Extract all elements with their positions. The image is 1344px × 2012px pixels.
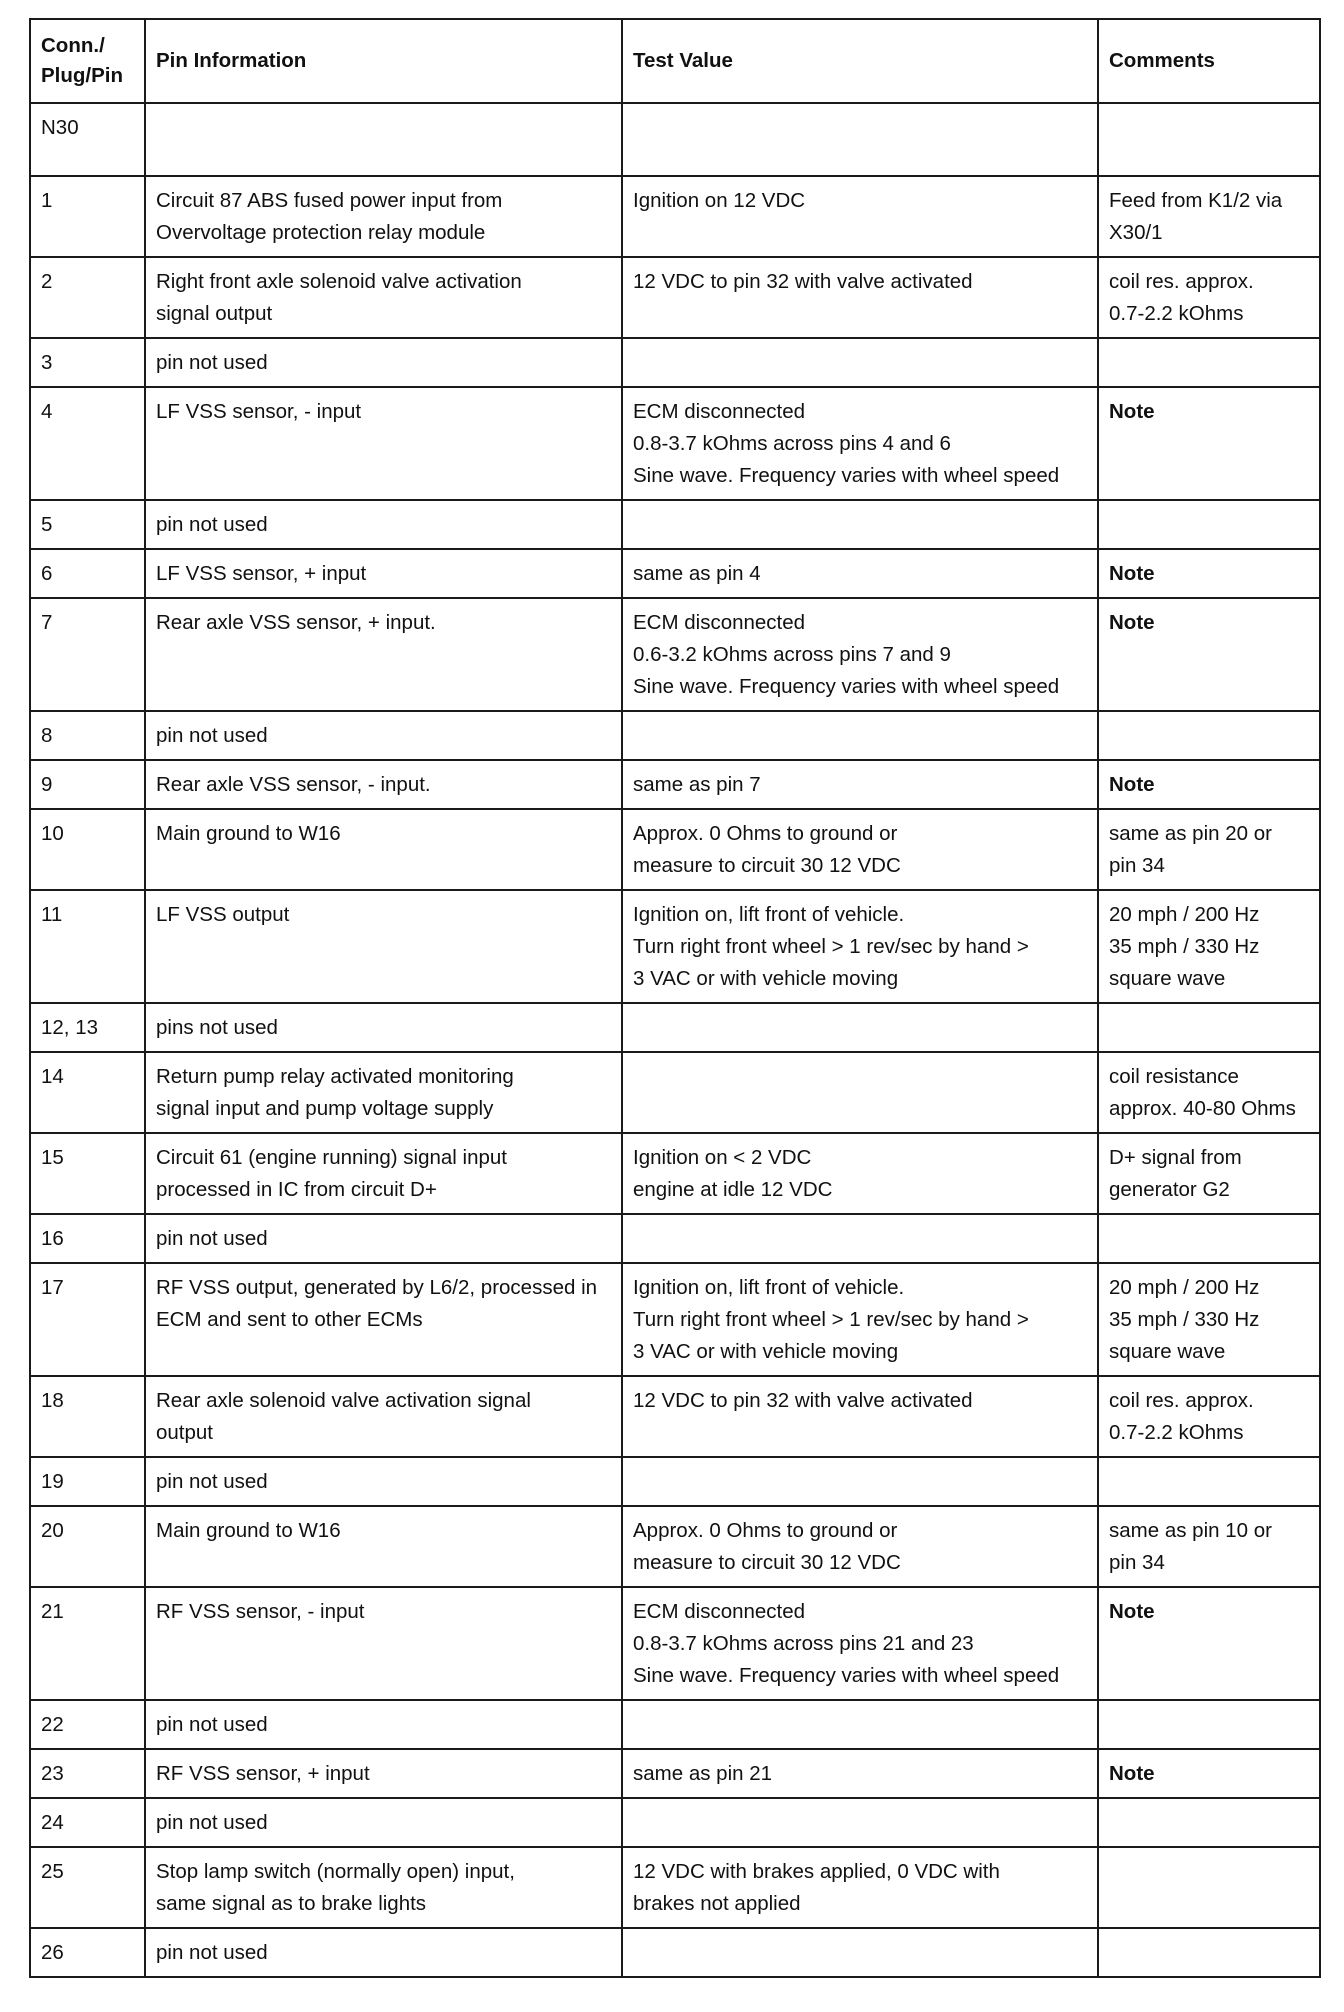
pin-information-line: LF VSS output (156, 903, 290, 926)
comments-line: 20 mph / 200 Hz (1109, 903, 1260, 926)
pin-information-line: LF VSS sensor, - input (156, 400, 362, 423)
pin-information-cell (145, 500, 622, 549)
pin-information-cell (145, 1798, 622, 1847)
test-value-line: brakes not applied (633, 1892, 801, 1915)
pin-information-cell (145, 1376, 622, 1457)
comments-line: Note (1109, 611, 1155, 634)
pin-cell: 5 (30, 500, 145, 549)
pin-cell: 1 (30, 176, 145, 257)
table-body (30, 103, 1320, 1977)
header-conn-line-1: Conn./ (41, 34, 105, 57)
comments-line: Note (1109, 1600, 1155, 1623)
pin-information-cell (145, 1457, 622, 1506)
pin-cell: 25 (30, 1847, 145, 1928)
test-value-line: measure to circuit 30 12 VDC (633, 854, 901, 877)
test-value-cell (622, 1700, 1098, 1749)
pin-information-line: signal input and pump voltage supply (156, 1097, 494, 1120)
test-value-line: 12 VDC to pin 32 with valve activated (633, 1389, 973, 1412)
table-row (30, 1052, 1320, 1133)
comments-line: square wave (1109, 967, 1226, 990)
test-value-line: ECM disconnected (633, 1600, 806, 1623)
table-row (30, 711, 1320, 760)
pin-information-line: Circuit 87 ABS fused power input from (156, 189, 503, 212)
test-value-line: engine at idle 12 VDC (633, 1178, 833, 1201)
pin-cell: 26 (30, 1928, 145, 1977)
comments-cell (1098, 1133, 1320, 1214)
test-value-line: ECM disconnected (633, 611, 806, 634)
test-value-line: ECM disconnected (633, 400, 806, 423)
pin-information-line: same signal as to brake lights (156, 1892, 427, 1915)
pin-information-cell (145, 1133, 622, 1214)
table-row (30, 549, 1320, 598)
pin-cell: 7 (30, 598, 145, 711)
test-value-cell (622, 549, 1098, 598)
test-value-cell (622, 103, 1098, 176)
pin-cell: 12, 13 (30, 1003, 145, 1052)
pin-cell: 16 (30, 1214, 145, 1263)
comments-line: coil res. approx. (1109, 270, 1254, 293)
comments-cell (1098, 1749, 1320, 1798)
pin-information-cell (145, 257, 622, 338)
comments-cell (1098, 1700, 1320, 1749)
table-row (30, 1214, 1320, 1263)
pin-cell: 18 (30, 1376, 145, 1457)
comments-line: Note (1109, 1762, 1155, 1785)
comments-line: generator G2 (1109, 1178, 1230, 1201)
pin-information-line: output (156, 1421, 213, 1444)
comments-cell (1098, 1003, 1320, 1052)
pin-cell: 2 (30, 257, 145, 338)
pin-information-line: pin not used (156, 1811, 268, 1834)
test-value-cell (622, 1376, 1098, 1457)
header-conn-line-2: Plug/Pin (41, 64, 123, 87)
test-value-cell (622, 1749, 1098, 1798)
test-value-line: Approx. 0 Ohms to ground or (633, 1519, 898, 1542)
test-value-line: Sine wave. Frequency varies with wheel speed (633, 1664, 1060, 1687)
pin-information-cell (145, 598, 622, 711)
test-value-cell (622, 890, 1098, 1003)
pin-cell: 21 (30, 1587, 145, 1700)
comments-line: 35 mph / 330 Hz (1109, 1308, 1260, 1331)
table-row (30, 500, 1320, 549)
comments-cell (1098, 338, 1320, 387)
test-value-line: 3 VAC or with vehicle moving (633, 1340, 899, 1363)
comments-line: Feed from K1/2 via (1109, 189, 1283, 212)
pin-information-line: Right front axle solenoid valve activation (156, 270, 522, 293)
test-value-cell (622, 760, 1098, 809)
comments-line: X30/1 (1109, 221, 1163, 244)
pin-cell: 11 (30, 890, 145, 1003)
pin-information-cell (145, 1506, 622, 1587)
table-row (30, 1263, 1320, 1376)
pin-information-line: Return pump relay activated monitoring (156, 1065, 514, 1088)
pin-cell: 10 (30, 809, 145, 890)
table-row (30, 1133, 1320, 1214)
test-value-cell (622, 809, 1098, 890)
header-comments: Comments (1098, 19, 1320, 103)
test-value-line: 0.8-3.7 kOhms across pins 4 and 6 (633, 432, 951, 455)
test-value-line: 12 VDC with brakes applied, 0 VDC with (633, 1860, 1000, 1883)
test-value-line: Turn right front wheel > 1 rev/sec by hand > (633, 1308, 1029, 1331)
pin-information-cell (145, 890, 622, 1003)
pin-cell: 23 (30, 1749, 145, 1798)
comments-cell (1098, 500, 1320, 549)
test-value-line: Turn right front wheel > 1 rev/sec by hand > (633, 935, 1029, 958)
table-row (30, 1003, 1320, 1052)
pin-information-cell (145, 103, 622, 176)
pin-cell: 19 (30, 1457, 145, 1506)
pin-information-line: Rear axle VSS sensor, - input. (156, 773, 431, 796)
test-value-line: 0.6-3.2 kOhms across pins 7 and 9 (633, 643, 951, 666)
pin-information-line: pin not used (156, 351, 268, 374)
pin-information-line: ECM and sent to other ECMs (156, 1308, 423, 1331)
table-row (30, 760, 1320, 809)
test-value-cell (622, 598, 1098, 711)
pin-information-line: LF VSS sensor, + input (156, 562, 367, 585)
table-row (30, 1749, 1320, 1798)
comments-line: square wave (1109, 1340, 1226, 1363)
pin-information-cell (145, 176, 622, 257)
table-row (30, 103, 1320, 176)
pin-information-cell (145, 1587, 622, 1700)
comments-line: 0.7-2.2 kOhms (1109, 1421, 1244, 1444)
test-value-cell (622, 1263, 1098, 1376)
pin-cell: 22 (30, 1700, 145, 1749)
pin-information-line: processed in IC from circuit D+ (156, 1178, 437, 1201)
pin-information-cell (145, 1003, 622, 1052)
pin-information-cell (145, 809, 622, 890)
test-value-cell (622, 1587, 1098, 1700)
table-row (30, 1847, 1320, 1928)
test-value-line: Ignition on, lift front of vehicle. (633, 1276, 905, 1299)
test-value-cell (622, 500, 1098, 549)
pin-information-cell (145, 549, 622, 598)
pin-information-line: Rear axle VSS sensor, + input. (156, 611, 436, 634)
comments-cell (1098, 809, 1320, 890)
test-value-cell (622, 257, 1098, 338)
comments-cell (1098, 176, 1320, 257)
pin-cell: 14 (30, 1052, 145, 1133)
test-value-cell (622, 1847, 1098, 1928)
comments-line: pin 34 (1109, 854, 1165, 877)
test-value-line: 12 VDC to pin 32 with valve activated (633, 270, 973, 293)
pin-information-line: RF VSS sensor, - input (156, 1600, 365, 1623)
test-value-line: Ignition on 12 VDC (633, 189, 806, 212)
pin-cell: 6 (30, 549, 145, 598)
test-value-line: same as pin 21 (633, 1762, 773, 1785)
pin-cell: 9 (30, 760, 145, 809)
pin-information-line: Overvoltage protection relay module (156, 221, 486, 244)
comments-cell (1098, 760, 1320, 809)
table-row (30, 890, 1320, 1003)
table-header-row (30, 19, 1320, 103)
table-row (30, 338, 1320, 387)
test-value-line: 3 VAC or with vehicle moving (633, 967, 899, 990)
header-conn-plug-pin (30, 19, 145, 103)
test-value-cell (622, 1003, 1098, 1052)
test-value-cell (622, 1133, 1098, 1214)
test-value-cell (622, 1506, 1098, 1587)
comments-cell (1098, 1798, 1320, 1847)
comments-line: Note (1109, 562, 1155, 585)
table-row (30, 598, 1320, 711)
test-value-cell (622, 1457, 1098, 1506)
comments-line: pin 34 (1109, 1551, 1165, 1574)
comments-cell (1098, 1506, 1320, 1587)
pin-information-line: pin not used (156, 1227, 268, 1250)
pin-cell: 24 (30, 1798, 145, 1847)
pin-information-cell (145, 760, 622, 809)
pin-cell: 15 (30, 1133, 145, 1214)
pin-information-line: RF VSS output, generated by L6/2, processed in (156, 1276, 598, 1299)
pin-information-cell (145, 1052, 622, 1133)
pin-information-cell (145, 338, 622, 387)
pin-information-cell (145, 1263, 622, 1376)
comments-line: same as pin 10 or (1109, 1519, 1272, 1542)
pin-information-line: pin not used (156, 1941, 268, 1964)
comments-line: same as pin 20 or (1109, 822, 1272, 845)
test-value-cell (622, 1928, 1098, 1977)
pin-information-line: signal output (156, 302, 273, 325)
comments-cell (1098, 890, 1320, 1003)
test-value-cell (622, 387, 1098, 500)
comments-line: D+ signal from (1109, 1146, 1242, 1169)
pin-information-line: pin not used (156, 1470, 268, 1493)
table-row (30, 809, 1320, 890)
test-value-line: measure to circuit 30 12 VDC (633, 1551, 901, 1574)
pin-information-line: Main ground to W16 (156, 822, 341, 845)
comments-line: 20 mph / 200 Hz (1109, 1276, 1260, 1299)
comments-cell (1098, 1376, 1320, 1457)
header-test-value: Test Value (622, 19, 1098, 103)
comments-cell (1098, 711, 1320, 760)
comments-cell (1098, 257, 1320, 338)
pin-information-line: Main ground to W16 (156, 1519, 341, 1542)
pin-information-line: pin not used (156, 724, 268, 747)
comments-cell (1098, 598, 1320, 711)
pin-information-cell (145, 711, 622, 760)
pin-information-line: Circuit 61 (engine running) signal input (156, 1146, 507, 1169)
table-row (30, 1376, 1320, 1457)
table-row (30, 1457, 1320, 1506)
test-value-cell (622, 1798, 1098, 1847)
comments-cell (1098, 1214, 1320, 1263)
table-row (30, 1928, 1320, 1977)
pin-information-line: Stop lamp switch (normally open) input, (156, 1860, 515, 1883)
test-value-cell (622, 711, 1098, 760)
comments-line: coil res. approx. (1109, 1389, 1254, 1412)
pin-cell: 4 (30, 387, 145, 500)
comments-cell (1098, 1847, 1320, 1928)
pin-information-cell (145, 387, 622, 500)
pin-information-line: pins not used (156, 1016, 278, 1039)
comments-line: 35 mph / 330 Hz (1109, 935, 1260, 958)
pin-cell: 17 (30, 1263, 145, 1376)
pin-cell: 20 (30, 1506, 145, 1587)
table-row (30, 1506, 1320, 1587)
comments-cell (1098, 1587, 1320, 1700)
comments-cell (1098, 1052, 1320, 1133)
test-value-line: Ignition on < 2 VDC (633, 1146, 812, 1169)
comments-line: Note (1109, 400, 1155, 423)
comments-cell (1098, 103, 1320, 176)
table-row (30, 257, 1320, 338)
pin-information-cell (145, 1749, 622, 1798)
comments-cell (1098, 1928, 1320, 1977)
comments-line: Note (1109, 773, 1155, 796)
test-value-line: same as pin 4 (633, 562, 761, 585)
pin-information-cell (145, 1700, 622, 1749)
test-value-line: same as pin 7 (633, 773, 761, 796)
comments-line: coil resistance (1109, 1065, 1239, 1088)
test-value-cell (622, 1052, 1098, 1133)
comments-cell (1098, 1457, 1320, 1506)
test-value-line: Approx. 0 Ohms to ground or (633, 822, 898, 845)
pin-information-line: pin not used (156, 1713, 268, 1736)
test-value-line: Sine wave. Frequency varies with wheel speed (633, 464, 1060, 487)
comments-line: approx. 40-80 Ohms (1109, 1097, 1296, 1120)
test-value-line: 0.8-3.7 kOhms across pins 21 and 23 (633, 1632, 974, 1655)
comments-cell (1098, 1263, 1320, 1376)
table-row (30, 1700, 1320, 1749)
pin-information-cell (145, 1928, 622, 1977)
test-value-line: Sine wave. Frequency varies with wheel speed (633, 675, 1060, 698)
header-pin-information: Pin Information (145, 19, 622, 103)
table-row (30, 387, 1320, 500)
test-value-line: Ignition on, lift front of vehicle. (633, 903, 905, 926)
pin-information-table (29, 18, 1321, 1978)
pin-information-cell (145, 1214, 622, 1263)
pin-information-line: RF VSS sensor, + input (156, 1762, 370, 1785)
test-value-cell (622, 176, 1098, 257)
pin-cell: N30 (30, 103, 145, 176)
comments-line: 0.7-2.2 kOhms (1109, 302, 1244, 325)
comments-cell (1098, 549, 1320, 598)
pin-information-line: Rear axle solenoid valve activation signal (156, 1389, 531, 1412)
pin-information-line: pin not used (156, 513, 268, 536)
comments-cell (1098, 387, 1320, 500)
pin-information-cell (145, 1847, 622, 1928)
table-row (30, 1798, 1320, 1847)
test-value-cell (622, 338, 1098, 387)
test-value-cell (622, 1214, 1098, 1263)
pin-cell: 3 (30, 338, 145, 387)
pin-cell: 8 (30, 711, 145, 760)
table-row (30, 176, 1320, 257)
table-row (30, 1587, 1320, 1700)
